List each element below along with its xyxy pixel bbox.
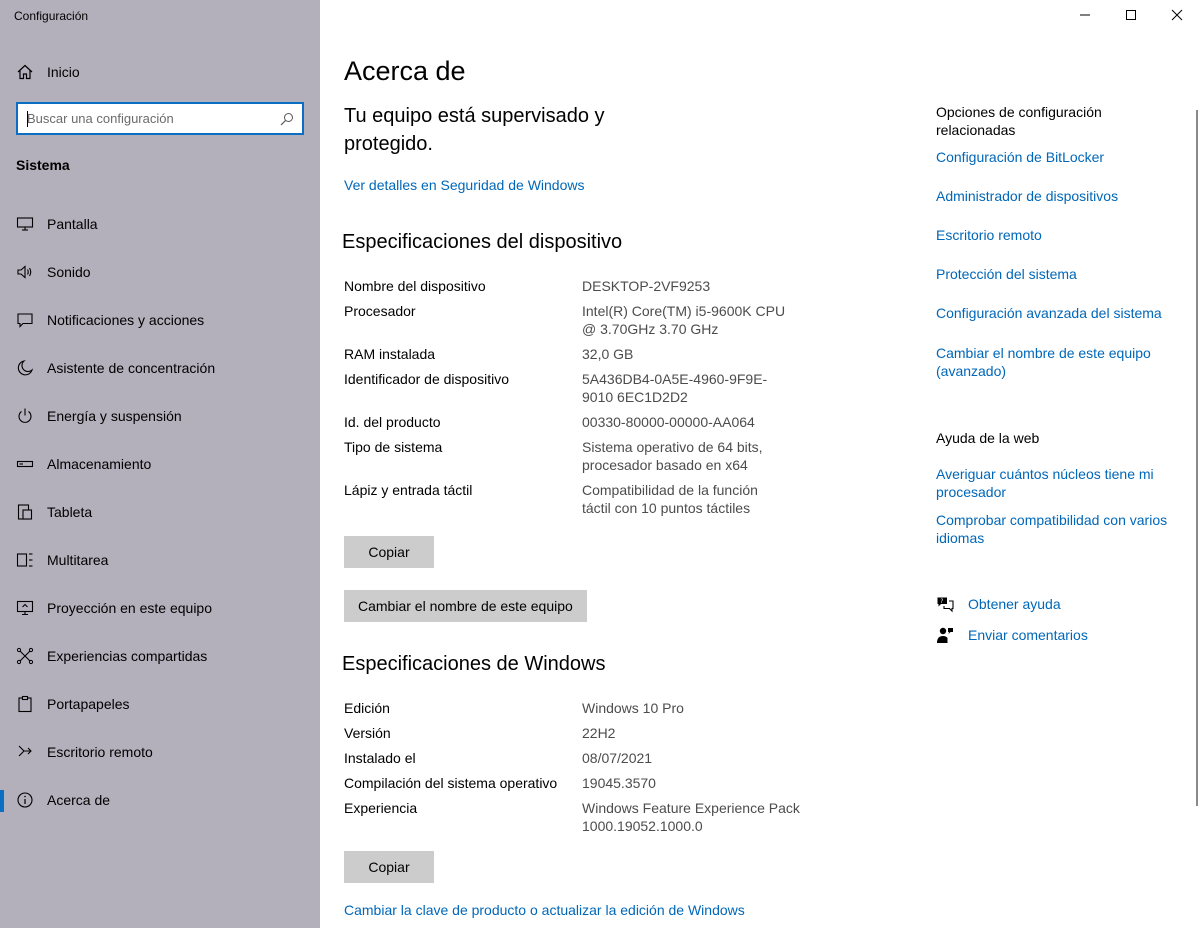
language-compat-link[interactable]: Comprobar compatibilidad con varios idiomas	[936, 512, 1168, 546]
security-details-link[interactable]: Ver detalles en Seguridad de Windows	[344, 177, 585, 193]
clipboard-icon	[16, 695, 34, 713]
spec-key: RAM instalada	[344, 346, 436, 362]
spec-row	[344, 799, 904, 835]
spec-key: Edición	[344, 700, 390, 716]
rename-pc-button[interactable]: Cambiar el nombre de este equipo	[344, 590, 587, 622]
spec-key: Id. del producto	[344, 414, 441, 430]
spec-key: Instalado el	[344, 750, 416, 766]
spec-key: Compilación del sistema operativo	[344, 775, 558, 791]
advanced-system-settings-link[interactable]: Configuración avanzada del sistema	[936, 305, 1162, 321]
sidebar-item-tableta[interactable]	[0, 488, 320, 536]
sidebar-item-label: Portapapeles	[47, 696, 130, 712]
search-box[interactable]	[16, 102, 304, 135]
help-chat-icon	[936, 595, 954, 613]
feedback-row[interactable]	[936, 625, 1088, 645]
power-icon	[16, 407, 34, 425]
related-settings-title: Opciones de configuración relacionadas	[936, 104, 1102, 138]
device-specs-heading: Especificaciones del dispositivo	[342, 231, 623, 253]
spec-row	[344, 774, 904, 792]
spec-row	[344, 302, 904, 338]
sidebar-item-label: Sonido	[47, 264, 91, 280]
sidebar-item-experiencias[interactable]	[0, 632, 320, 680]
cpu-cores-link[interactable]: Averiguar cuántos núcleos tiene mi procesador	[936, 466, 1154, 500]
sidebar-item-portapapeles[interactable]	[0, 680, 320, 728]
speaker-icon	[16, 263, 34, 281]
spec-row	[344, 413, 904, 431]
bitlocker-link[interactable]: Configuración de BitLocker	[936, 149, 1105, 165]
spec-value: 22H2	[582, 725, 616, 741]
security-status-text: Tu equipo está supervisado y protegido.	[344, 105, 605, 155]
sidebar-item-label: Escritorio remoto	[47, 744, 153, 760]
rename-pc-advanced-link[interactable]: Cambiar el nombre de este equipo (avanzado)	[936, 345, 1151, 379]
spec-row	[344, 749, 904, 767]
home-icon	[16, 63, 34, 81]
multitask-icon	[16, 551, 34, 569]
device-manager-link[interactable]: Administrador de dispositivos	[936, 188, 1119, 204]
spec-row	[344, 724, 904, 742]
sidebar-item-pantalla[interactable]	[0, 200, 320, 248]
sidebar-item-proyeccion[interactable]	[0, 584, 320, 632]
info-icon	[16, 791, 34, 809]
send-feedback-link[interactable]: Enviar comentarios	[968, 627, 1088, 643]
spec-value: Windows 10 Pro	[582, 700, 684, 716]
device-specs-table	[344, 277, 904, 517]
spec-value: DESKTOP-2VF9253	[582, 278, 711, 294]
spec-value: 00330-80000-00000-AA064	[582, 414, 755, 430]
sidebar-nav	[0, 200, 320, 824]
sidebar-item-label: Notificaciones y acciones	[47, 312, 205, 328]
spec-value: 08/07/2021	[582, 750, 653, 766]
page-title: Acerca de	[344, 56, 466, 86]
spec-key: Lápiz y entrada táctil	[344, 482, 473, 498]
spec-row	[344, 277, 904, 295]
sidebar-item-label: Tableta	[47, 504, 93, 520]
spec-key: Procesador	[344, 303, 416, 319]
sidebar-item-energia[interactable]	[0, 392, 320, 440]
main-content	[320, 0, 1198, 928]
svg-text:?: ?	[940, 597, 944, 605]
spec-value: 5A436DB4-0A5E-4960-9F9E-9010 6EC1D2D2	[582, 371, 768, 405]
storage-icon	[16, 455, 34, 473]
windows-specs-heading: Especificaciones de Windows	[342, 653, 606, 675]
spec-key: Nombre del dispositivo	[344, 278, 486, 294]
sidebar-item-escritorio-remoto[interactable]	[0, 728, 320, 776]
remote-desktop-icon	[16, 743, 34, 761]
sidebar	[0, 0, 320, 928]
text-caret	[27, 111, 28, 127]
sidebar-item-sonido[interactable]	[0, 248, 320, 296]
sidebar-item-acerca-de[interactable]	[0, 776, 320, 824]
notification-icon	[16, 311, 34, 329]
spec-key: Identificador de dispositivo	[344, 371, 509, 387]
share-icon	[16, 647, 34, 665]
sidebar-item-label: Proyección en este equipo	[47, 600, 212, 616]
web-help-title: Ayuda de la web	[936, 430, 1040, 446]
spec-value: Sistema operativo de 64 bits, procesador basado en x64	[582, 439, 763, 473]
spec-key: Experiencia	[344, 800, 418, 816]
change-product-key-link[interactable]: Cambiar la clave de producto o actualizar la edición de Windows	[344, 902, 745, 918]
sidebar-item-notificaciones[interactable]	[0, 296, 320, 344]
copy-windows-specs-button[interactable]: Copiar	[344, 851, 434, 883]
spec-row	[344, 370, 904, 406]
remote-desktop-link[interactable]: Escritorio remoto	[936, 227, 1042, 243]
home-label: Inicio	[47, 64, 80, 80]
sidebar-item-label: Asistente de concentración	[47, 360, 216, 376]
spec-key: Versión	[344, 725, 391, 741]
home-nav-item[interactable]	[0, 55, 320, 89]
sidebar-item-label: Acerca de	[47, 792, 111, 808]
spec-value: Compatibilidad de la función táctil con 10 puntos táctiles	[582, 482, 758, 516]
spec-value: Windows Feature Experience Pack 1000.19052.1000.0	[582, 800, 800, 834]
moon-icon	[16, 359, 34, 377]
sidebar-item-multitarea[interactable]	[0, 536, 320, 584]
display-icon	[16, 215, 34, 233]
spec-value: 32,0 GB	[582, 346, 634, 362]
sidebar-item-label: Energía y suspensión	[47, 408, 182, 424]
sidebar-item-label: Pantalla	[47, 216, 98, 232]
spec-value: 19045.3570	[582, 775, 656, 791]
spec-row	[344, 345, 904, 363]
tablet-icon	[16, 503, 34, 521]
sidebar-item-concentracion[interactable]	[0, 344, 320, 392]
sidebar-item-label: Almacenamiento	[47, 456, 152, 472]
search-icon[interactable]	[280, 112, 294, 126]
get-help-row[interactable]	[936, 594, 1061, 614]
sidebar-item-label: Multitarea	[47, 552, 109, 568]
sidebar-item-almacenamiento[interactable]	[0, 440, 320, 488]
sidebar-section-title: Sistema	[16, 157, 70, 173]
feedback-icon	[936, 626, 954, 644]
copy-device-specs-button[interactable]: Copiar	[344, 536, 434, 568]
windows-specs-table	[344, 699, 904, 835]
spec-row	[344, 699, 904, 717]
sidebar-item-label: Experiencias compartidas	[47, 648, 208, 664]
window-title: Configuración	[14, 9, 89, 23]
spec-row	[344, 481, 904, 517]
search-input[interactable]	[18, 104, 258, 133]
spec-key: Tipo de sistema	[344, 439, 443, 455]
system-protection-link[interactable]: Protección del sistema	[936, 266, 1077, 282]
projection-icon	[16, 599, 34, 617]
spec-row	[344, 438, 904, 474]
spec-value: Intel(R) Core(TM) i5-9600K CPU @ 3.70GHz 3.70 GHz	[582, 303, 786, 337]
get-help-link[interactable]: Obtener ayuda	[968, 596, 1061, 612]
